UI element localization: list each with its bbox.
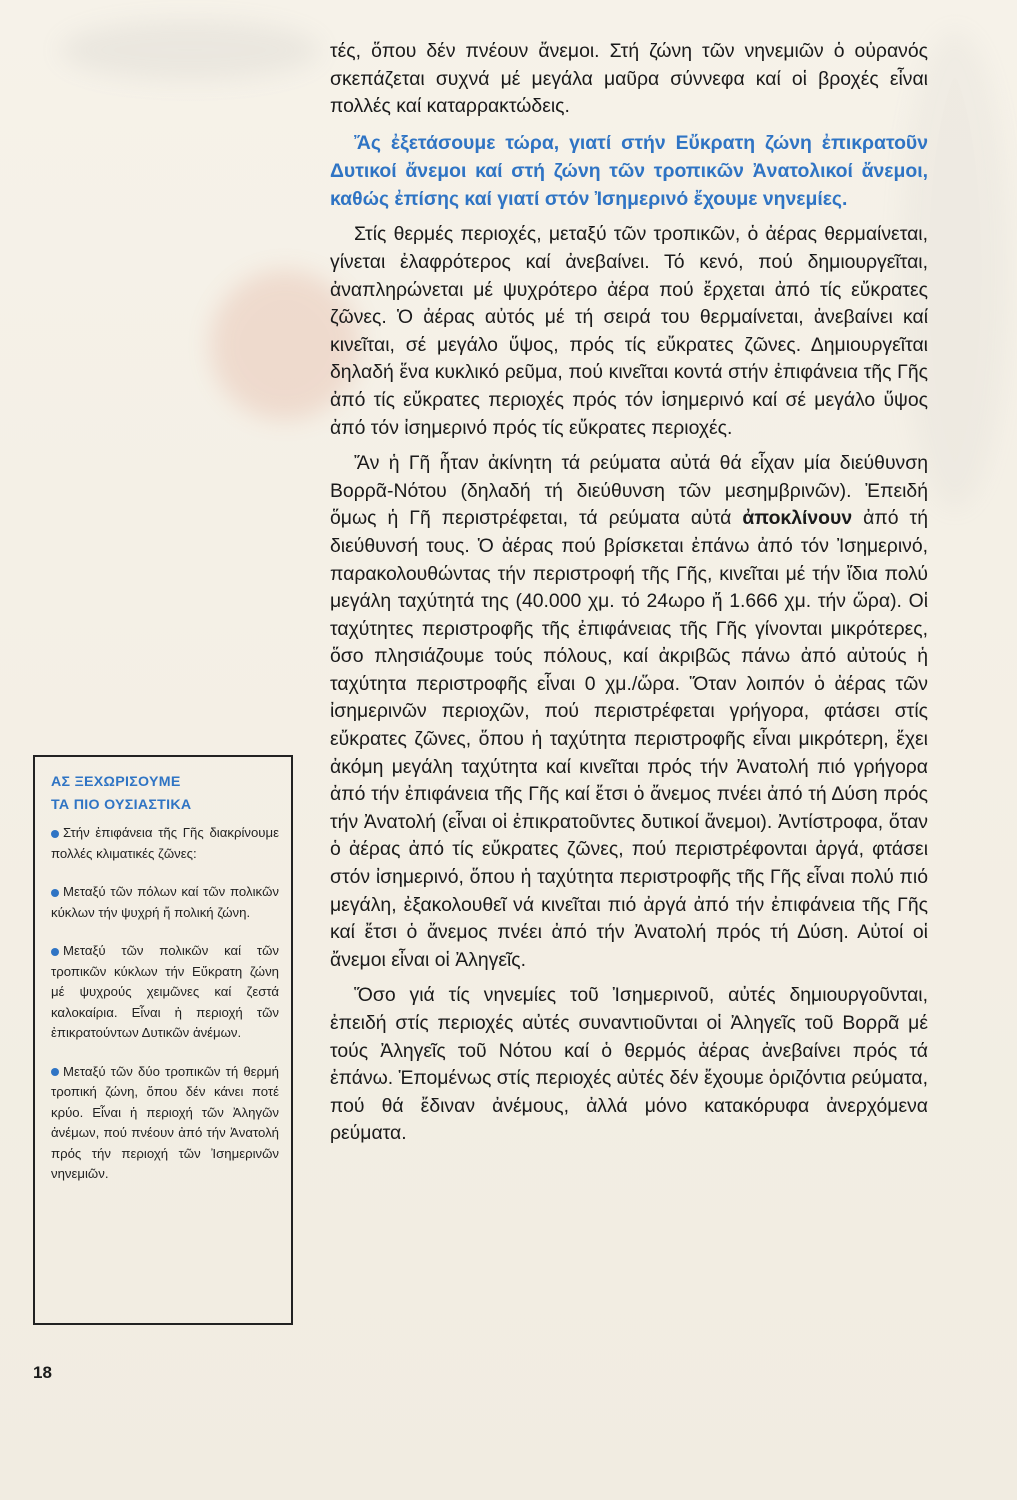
summary-title-line-1: ΑΣ ΞΕΧΩΡΙΣΟΥΜΕ: [51, 774, 181, 790]
summary-item-text: Μεταξύ τῶν δύο τροπικῶν τή θερμή τροπική ζώνη, ὅπου δέν κάνει ποτέ κρύο. Εἶναι ἡ περιοχή τῶν Ἀληγῶν ἀνέμων, πού πνέουν ἀπό τήν Ἀνατολή πρός τήν περιοχή τῶν Ἰσημερινῶν νηνεμιῶν.: [51, 1063, 279, 1181]
paragraph-2: Στίς θερμές περιοχές, μεταξύ τῶν τροπικῶν, ὁ ἀέρας θερμαίνεται, γίνεται ἐλαφρότερος καί ἀνεβαίνει. Τό κενό, πού δημιουργεῖται, ἀναπληρώνεται μέ ψυχρότερο ἀέρα πού ἔρχεται ἀπό τίς εὔκρατες ζῶνες. Ὁ ἀέρας αὐτός μέ τή σειρά του θερμαίνεται, ἀνεβαίνει καί κινεῖται, σέ μεγάλο ὕψος, πρός τίς εὔκρατες ζῶνες. Δημιουργεῖται δηλαδή ἕνα κυκλικό ρεῦμα, πού κινεῖται κοντά στήν ἐπιφάνεια τῆς Γῆς ἀπό τίς εὔκρατες περιοχές πρός τόν ἰσημερινό καί σέ μεγάλο ὕψος ἀπό τόν ἰσημερινό πρός τίς εὔκρατες περιοχές.: [330, 223, 928, 439]
summary-item: [51, 941, 279, 1044]
paragraph-4: Ὅσο γιά τίς νηνεμίες τοῦ Ἰσημερινοῦ, αὐτές δημιουργοῦνται, ἐπειδή στίς περιοχές αὐτές συναντιοῦνται οἱ Ἀληγεῖς τοῦ Βορρᾶ μέ τούς Ἀληγεῖς τοῦ Νότου καί ὁ θερμός ἀέρας ἀνεβαίνει πρός τά ἐπάνω. Ἑπομένως στίς περιοχές αὐτές δέν ἔχουμε ὁριζόντια ρεύματα, πού θά ἔδιναν ἀνέμους, ἀλλά μόνο κατακόρυφα ἀνερχόμενα ρεύματα.: [330, 984, 928, 1145]
summary-intro-text: Στήν ἐπιφάνεια τῆς Γῆς διακρίνουμε πολλές κλιματικές ζῶνες:: [51, 825, 279, 861]
summary-item-text: Μεταξύ τῶν πολικῶν καί τῶν τροπικῶν κύκλων τήν Εὔκρατη ζώνη μέ ψυχρούς χειμῶνες καί ζεστά καλοκαίρια. Εἶναι ἡ περιοχή τῶν ἐπικρατούντων Δυτικῶν ἀνέμων.: [51, 943, 279, 1040]
main-text-column: [330, 38, 928, 1156]
bullet-icon: [51, 948, 59, 956]
paragraph-3-part-b: ἀπό τή διεύθυνσή τους. Ὁ ἀέρας πού βρίσκεται ἐπάνω ἀπό τόν Ἰσημερινό, παρακολουθώντας τήν περιστροφή τῆς Γῆς, κινεῖται μέ τήν ἴδια πολύ μεγάλη ταχύτητά της (40.000 χμ. τό 24ωρο ἤ 1.666 χμ. τήν ὥρα). Οἱ ταχύτητες περιστροφῆς τῆς ἐπιφάνειας τῆς Γῆς γίνονται μικρότερες, ὅσο πλησιάζουμε τούς πόλους, καί ἀκριβῶς πάνω ἀπό αὐτούς ἡ ταχύτητα περιστροφῆς εἶναι 0 χμ./ὥρα. Ὅταν λοιπόν ὁ ἀέρας τῶν ἰσημερινῶν περιοχῶν, πού περιστρέφεται γρήγορα, φτάσει στίς εὔκρατες ζῶνες, ὅπου ἡ ταχύτητα περιστροφῆς εἶναι μικρότερη, ἔχει ἀκόμη μεγάλη ταχύτητα καί κινεῖται πρός τήν Ἀνατολή πιό γρήγορα ἀπό τήν ἐπιφάνεια τῆς Γῆς καί ἔτσι ὁ ἄνεμος πνέει ἀπό τή Δύση πρός τήν Ἀνατολή (εἶναι οἱ ἐπικρατοῦντες δυτικοί ἄνεμοι). Ἀντίστροφα, ὅταν ὁ ἀέρας ἀπό τίς εὔκρατες ζῶνες, πού περιστρέφονται ἀργά, φτάσει στόν ἰσημερινό, ὅπου ἡ ταχύτητα περιστροφῆς τῆς Γῆς εἶναι πολύ πιό μεγάλη, ἐξακολουθεῖ νά κινεῖται πιό ἀργά ἀπό τήν ἐπιφάνεια τῆς Γῆς καί ἔτσι ὁ ἄνεμος πνέει ἀπό τήν Ἀνατολή πρός τή Δύση. Αὐτοί οἱ ἄνεμοι εἶναι οἱ Ἀληγεῖς.: [330, 507, 928, 971]
summary-intro: [51, 823, 279, 864]
summary-title: [51, 771, 279, 817]
highlighted-question: Ἄς ἐξετάσουμε τώρα, γιατί στήν Εὔκρατη ζώνη ἐπικρατοῦν Δυτικοί ἄνεμοι καί στή ζώνη τῶν τροπικῶν Ἀνατολικοί ἄνεμοι, καθώς ἐπίσης καί γιατί στόν Ἰσημερινό ἔχουμε νηνεμίες.: [330, 131, 928, 211]
page-number: 18: [33, 1363, 52, 1382]
summary-item: [51, 1062, 279, 1185]
paragraph-3-part-a: Ἄν ἡ Γῆ ἦταν ἀκίνητη τά ρεύματα αὐτά θά εἶχαν μία διεύθυνση Βορρᾶ-Νότου (δηλαδή τή διεύθυνση τῶν μεσημβρινῶν). Ἐπειδή ὅμως ἡ Γῆ περιστρέφεται, τά ρεύματα αὐτά: [330, 452, 928, 530]
bullet-icon: [51, 1068, 59, 1076]
summary-item: [51, 882, 279, 923]
paragraph-1: τές, ὅπου δέν πνέουν ἄνεμοι. Στή ζώνη τῶν νηνεμιῶν ὁ οὐρανός σκεπάζεται συχνά μέ μεγάλα μαῦρα σύννεφα καί οἱ βροχές εἶναι πολλές καί καταρρακτώδεις.: [330, 40, 928, 118]
summary-title-line-2: ΤΑ ΠΙΟ ΟΥΣΙΑΣΤΙΚΑ: [51, 797, 192, 813]
paragraph-3: [330, 450, 928, 974]
bold-term: ἀποκλίνουν: [742, 507, 853, 530]
bullet-icon: [51, 830, 59, 838]
bullet-icon: [51, 889, 59, 897]
summary-box: [33, 755, 293, 1325]
summary-item-text: Μεταξύ τῶν πόλων καί τῶν πολικῶν κύκλων τήν ψυχρή ἤ πολική ζώνη.: [51, 884, 279, 920]
show-through-stain: [60, 20, 320, 80]
